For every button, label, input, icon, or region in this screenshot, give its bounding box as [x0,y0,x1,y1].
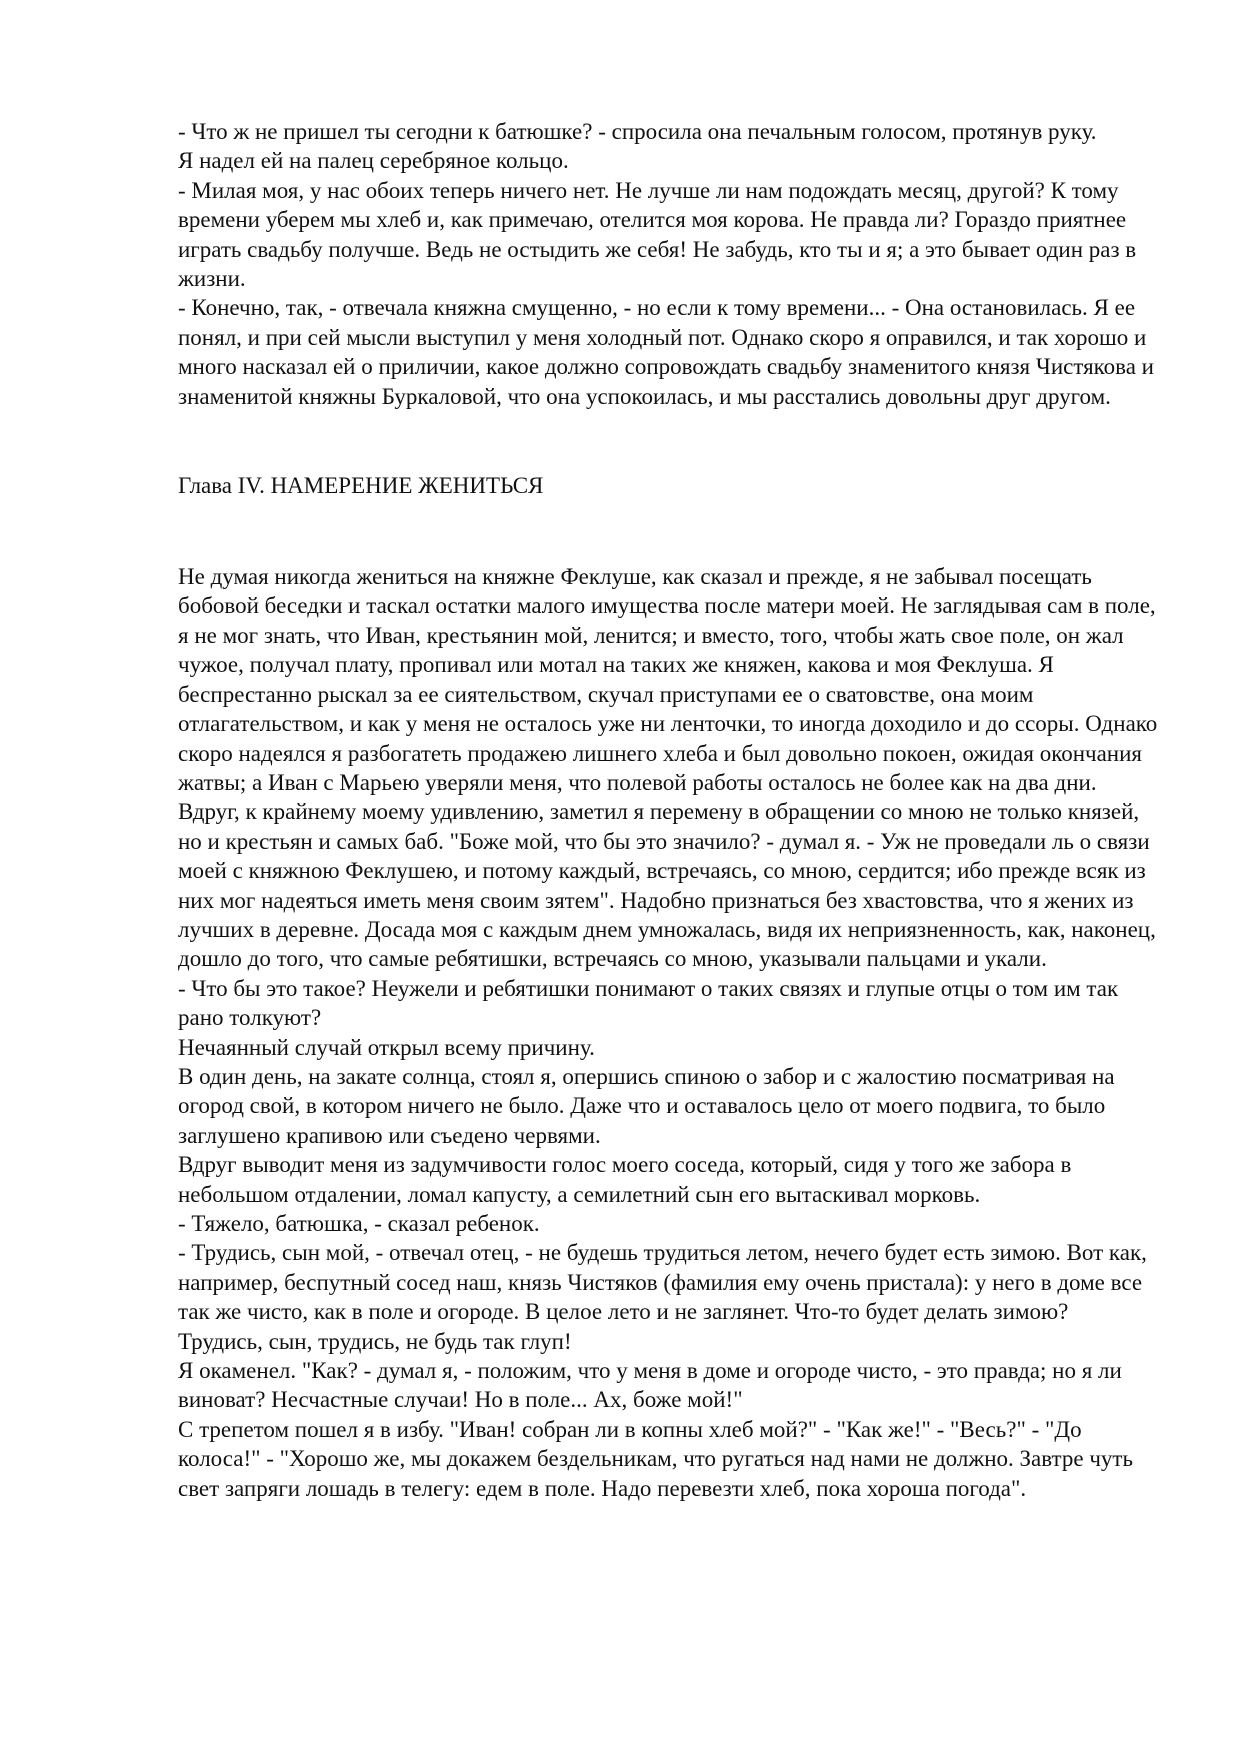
chapter-title: Глава IV. НАМЕРЕНИЕ ЖЕНИТЬСЯ [178,473,544,499]
document-page [178,117,1158,1503]
paragraph: - Что бы это такое? Неужели и ребятишки понимают о таких связях и глупые отцы о том им так рано толкуют? [178,975,1119,1031]
paragraph: - Конечно, так, - отвечала княжна смущенно, - но если к тому времени... - Она остановилась. Я ее понял, и при сей мысли выступил у меня холодный пот. Однако скоро я оправился, и так хорошо и много насказал ей о приличии, какое должно сопровождать свадьбу знаменитого князя Чистякова и знаменитой княжны Буркаловой, что она успокоилась, и мы расстались довольны друг другом. [178,295,1154,409]
paragraph: - Трудись, сын мой, - отвечал отец, - не будешь трудиться летом, нечего будет есть зимою. Вот как, например, беспутный сосед наш, князь Чистяков (фамилия ему очень пристала): у него в доме все так же чисто, как в поле и огороде. В целое лето и не заглянет. Что-то будет делать зимою? Трудись, сын, трудись, не будь так глуп! [178,1240,1147,1354]
section-2 [178,562,1158,1503]
paragraph: Вдруг выводит меня из задумчивости голос моего соседа, который, сидя у того же забора в небольшом отдалении, ломал капусту, а семилетний сын его вытаскивал морковь. [178,1152,1072,1207]
paragraph: Я окаменел. "Как? - думал я, - положим, что у меня в доме и огороде чисто, - это правда; но я ли виноват? Несчастные случаи! Но в поле... Ах, боже мой!" [178,1358,1122,1413]
paragraph: - Что ж не пришел ты сегодни к батюшке? - спросила она печальным голосом, протянув руку. [178,119,1097,144]
spacer [178,500,1158,562]
paragraph: - Тяжело, батюшка, - сказал ребенок. [178,1211,540,1236]
paragraph: - Милая моя, у нас обоих теперь ничего нет. Не лучше ли нам подождать месяц, другой? К тому времени уберем мы хлеб и, как примечаю, отелится моя корова. Не правда ли? Гораздо приятнее играть свадьбу получше. Ведь не остыдить же себя! Не забудь, кто ты и я; а это бывает один раз в жизни. [178,177,1137,292]
paragraph: Нечаянный случай открыл всему причину. [178,1034,595,1060]
section-1 [178,117,1158,411]
paragraph: С трепетом пошел я в избу. "Иван! собран ли в копны хлеб мой?" - "Как же!" - "Весь?" - "До колоса!" - "Хорошо же, мы докажем бездельникам, что ругаться над нами не должно. Завтре чуть свет запряги лошадь в телегу: едем в поле. Надо перевезти хлеб, пока хороша погода". [178,1416,1133,1501]
paragraph: В один день, на закате солнца, стоял я, опершись спиною о забор и с жалостию посматривая на огород свой, в котором ничего не было. Даже что и оставалось цело от моего подвига, то было заглушено крапивою или съедено червями. [178,1063,1115,1148]
spacer [178,411,1158,471]
paragraph: Я надел ей на палец серебряное кольцо. [178,148,569,174]
paragraph: Не думая никогда жениться на княжне Феклуше, как сказал и прежде, я не забывал посещать бобовой беседки и таскал остатки малого имущества после матери моей. Не заглядывая сам в поле, я не мог знать, что Иван, крестьянин мой, ленится; и вместо, того, чтобы жать свое поле, он жал чужое, получал плату, пропивал или мотал на таких же княжен, какова и моя Феклуша. Я беспрестанно рыскал за ее сиятельством, скучал приступами ее о сватовстве, она моим отлагательством, и как у меня не осталось уже ни ленточки, то иногда доходило и до ссоры. Однако скоро надеялся я разбогатеть продажею лишнего хлеба и был довольно покоен, ожидая окончания жатвы; а Иван с Марьею уверяли меня, что полевой работы осталось не более как на два дни. Вдруг, к крайнему моему удивлению, заметил я перемену в обращении со мною не только князей, но и крестьян и самых баб. "Боже мой, что бы это значило? - думал я. - Уж не проведали ль о связи моей с княжною Феклушею, и потому каждый, встречаясь, со мною, сердится; ибо прежде всяк из них мог надеяться иметь меня своим зятем". Надобно признаться без хвастовства, что я жених из лучших в деревне. Досада моя с каждым днем умножалась, видя их неприязненность, как, наконец, дошло до того, что самые ребятишки, встречаясь со мною, указывали пальцами и укали. [178,564,1158,972]
